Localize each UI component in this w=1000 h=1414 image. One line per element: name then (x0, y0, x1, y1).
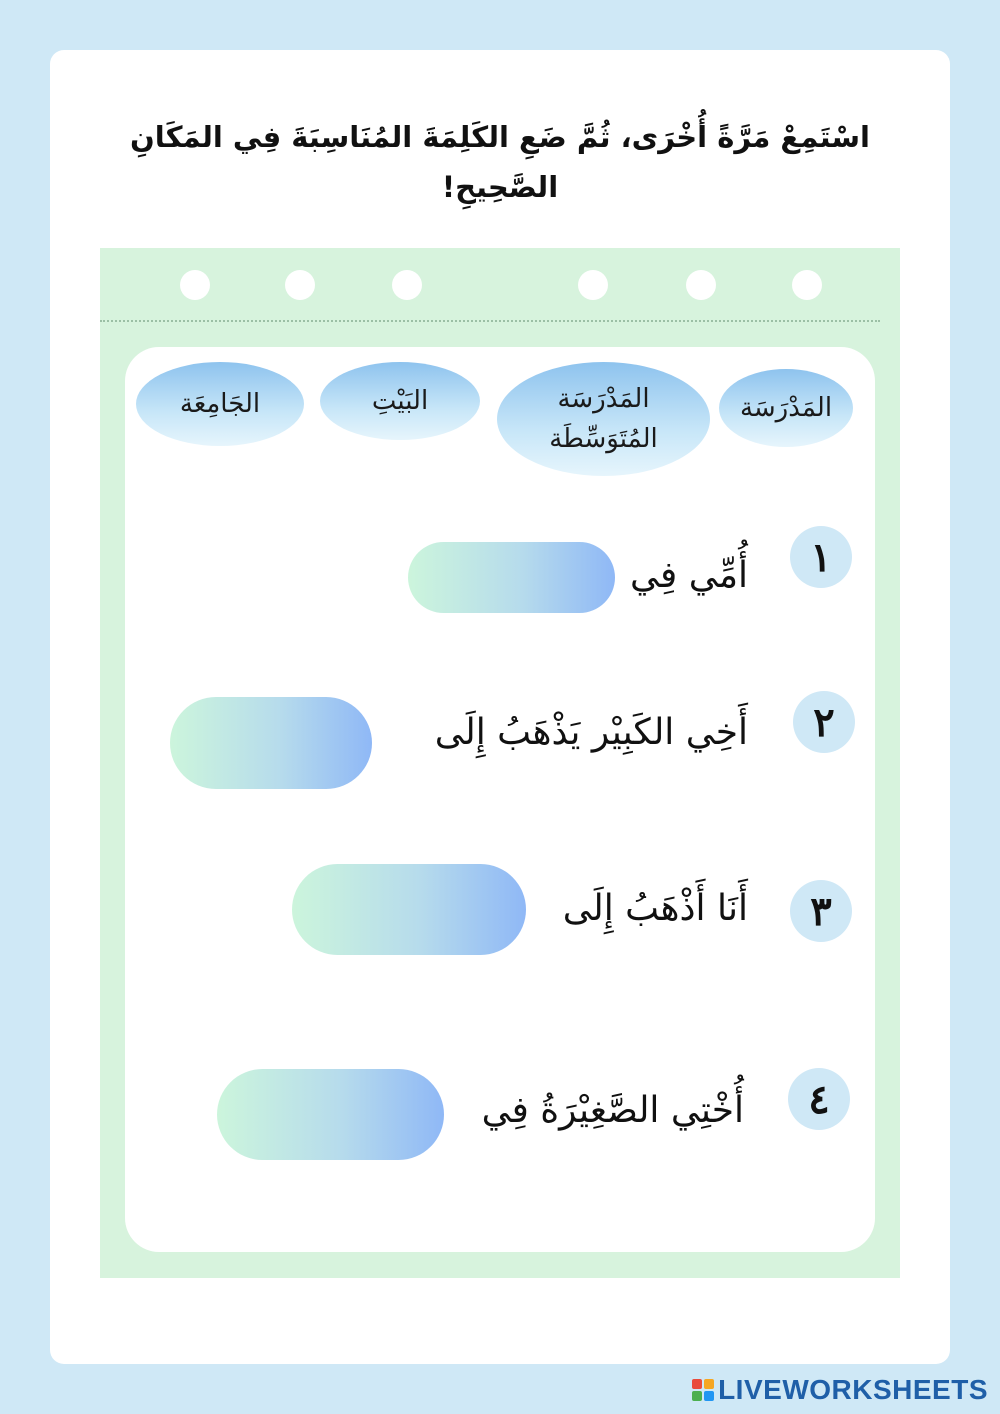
question-number: ٤ (788, 1068, 850, 1130)
word-chip-label: المَدْرَسَة (739, 393, 833, 423)
question-sentence: أَنَا أَذْهَبُ إِلَى (562, 888, 748, 929)
binder-hole (392, 270, 422, 300)
question-number: ١ (790, 526, 852, 588)
word-chip-label: البَيْتِ (371, 386, 429, 416)
question-sentence: أُمِّي فِي (630, 555, 748, 596)
answer-drop-zone[interactable] (408, 542, 615, 613)
instruction-text: اسْتَمِعْ مَرَّةً أُخْرَى، ثُمَّ ضَعِ الكَلِمَةَ المُنَاسِبَةَ فِي المَكَانِ الصَّحِيحِ! (130, 120, 870, 204)
brand-squares-icon (692, 1379, 714, 1401)
answer-drop-zone[interactable] (292, 864, 526, 955)
brand-square (704, 1391, 714, 1401)
question-sentence: أُخْتِي الصَّغِيْرَةُ فِي (481, 1090, 744, 1131)
binder-hole (792, 270, 822, 300)
liveworksheets-logo (692, 1373, 988, 1407)
brand-square (692, 1379, 702, 1389)
tear-line (100, 320, 880, 322)
binder-hole (686, 270, 716, 300)
question-number: ٢ (793, 691, 855, 753)
word-chip-middle-school[interactable] (497, 362, 710, 476)
brand-name: LIVEWORKSHEETS (718, 1374, 988, 1405)
word-chip-label: المَدْرَسَة المُتَوَسِّطَة (549, 384, 658, 454)
word-chip-university[interactable] (136, 362, 304, 446)
binder-hole (578, 270, 608, 300)
answer-drop-zone[interactable] (217, 1069, 444, 1160)
word-chip-home[interactable] (320, 362, 480, 440)
question-number: ٣ (790, 880, 852, 942)
brand-square (692, 1391, 702, 1401)
word-chip-label: الجَامِعَة (179, 389, 261, 419)
brand-square (704, 1379, 714, 1389)
binder-hole (285, 270, 315, 300)
answer-drop-zone[interactable] (170, 697, 372, 789)
question-sentence: أَخِي الكَبِيْر يَذْهَبُ إِلَى (434, 712, 748, 753)
binder-hole (180, 270, 210, 300)
word-chip-school[interactable] (719, 369, 853, 447)
